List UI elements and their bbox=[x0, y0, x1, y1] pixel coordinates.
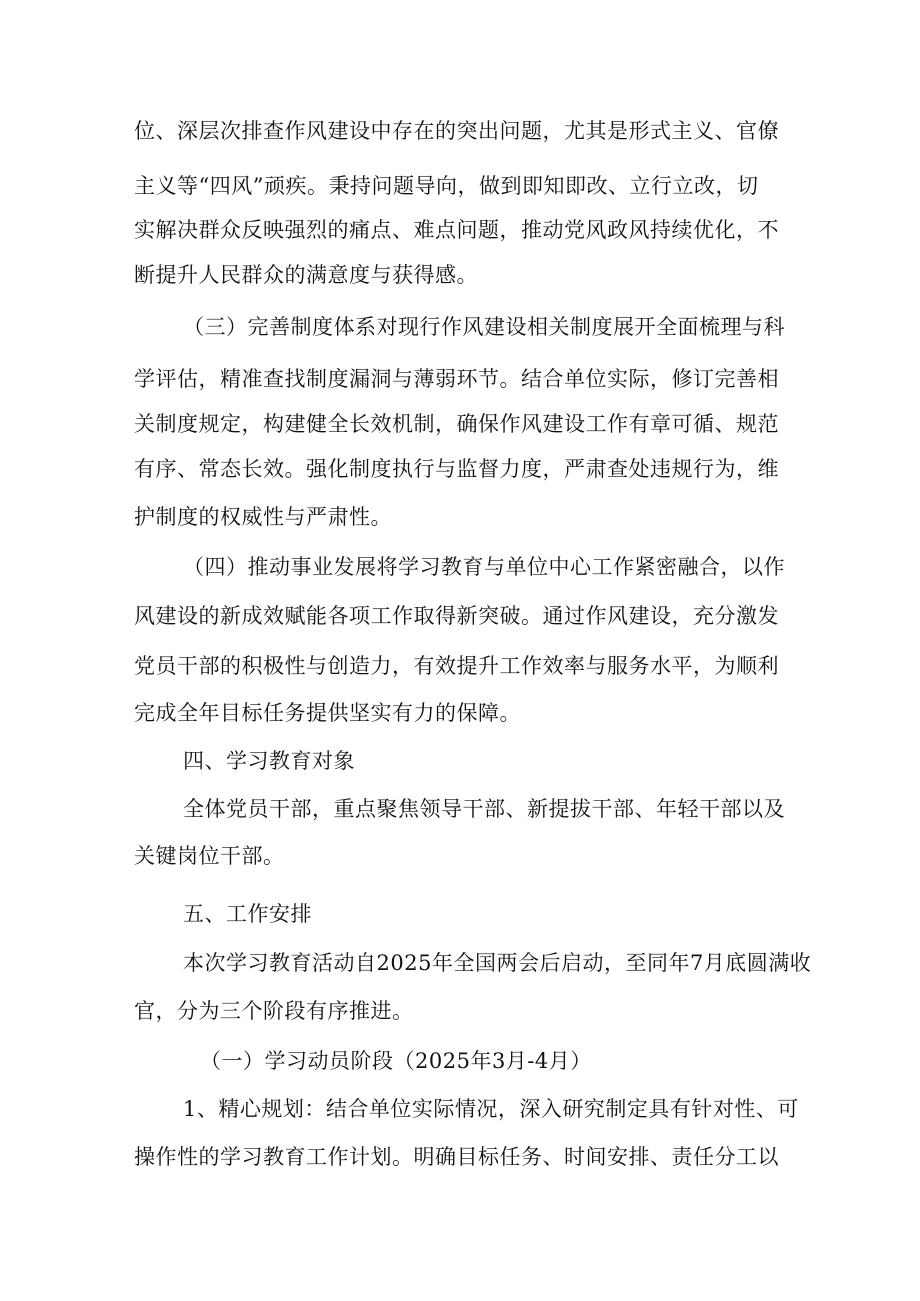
stage-heading-1: （一）学习动员阶段（2025年3月-4月） bbox=[200, 1049, 592, 1073]
paragraph-line: 断提升人民群众的满意度与获得感。 bbox=[134, 263, 478, 287]
paragraph-line: 完成全年目标任务提供坚实有力的保障。 bbox=[134, 701, 521, 725]
paragraph-line: 本次学习教育活动自2025年全国两会后启动，至同年7月底圆满收 bbox=[183, 951, 812, 975]
paragraph-line: 位、深层次排查作风建设中存在的突出问题，尤其是形式主义、官僚 bbox=[134, 119, 779, 143]
heading-work-arrangement: 五、工作安排 bbox=[183, 902, 312, 926]
paragraph-line: 实解决群众反映强烈的痛点、难点问题，推动党风政风持续优化，不 bbox=[134, 218, 779, 242]
paragraph-line: 官，分为三个阶段有序推进。 bbox=[134, 999, 414, 1023]
paragraph-line: 关制度规定，构建健全长效机制，确保作风建设工作有章可循、规范 bbox=[134, 412, 779, 436]
heading-study-targets: 四、学习教育对象 bbox=[183, 749, 355, 773]
paragraph-line: 学评估，精准查找制度漏洞与薄弱环节。结合单位实际，修订完善相 bbox=[134, 367, 779, 391]
paragraph-line: 党员干部的积极性与创造力，有效提升工作效率与服务水平，为顺利 bbox=[134, 654, 779, 678]
paragraph-line: 全体党员干部，重点聚焦领导干部、新提拔干部、年轻干部以及 bbox=[183, 797, 785, 821]
paragraph-line: 1、精心规划：结合单位实际情况，深入研究制定具有针对性、可 bbox=[183, 1097, 799, 1121]
paragraph-line: 护制度的权威性与严肃性。 bbox=[134, 505, 392, 529]
paragraph-line: 风建设的新成效赋能各项工作取得新突破。通过作风建设，充分激发 bbox=[134, 604, 779, 628]
section-heading-3: （三）完善制度体系对现行作风建设相关制度展开全面梳理与科 bbox=[183, 315, 785, 339]
paragraph-line: 关键岗位干部。 bbox=[134, 844, 285, 868]
paragraph-line: 有序、常态长效。强化制度执行与监督力度，严肃查处违规行为，维 bbox=[134, 457, 779, 481]
section-heading-4: （四）推动事业发展将学习教育与单位中心工作紧密融合，以作 bbox=[183, 555, 785, 579]
paragraph-line: 操作性的学习教育工作计划。明确目标任务、时间安排、责任分工以 bbox=[134, 1145, 779, 1169]
paragraph-line: 主义等“四风”顽疾。秉持问题导向，做到即知即改、立行立改，切 bbox=[134, 174, 759, 198]
